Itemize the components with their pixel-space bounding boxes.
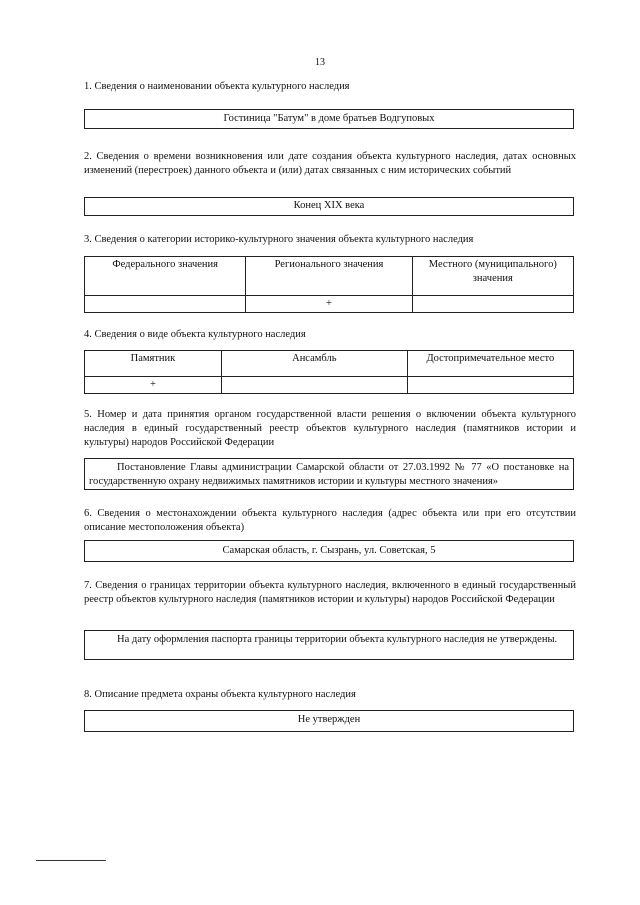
section-2 <box>84 150 576 178</box>
address-field: Самарская область, г. Сызрань, ул. Советская, 5 <box>84 540 574 562</box>
value-regional: + <box>246 296 412 313</box>
section-8 <box>84 688 576 702</box>
registry-decision-field <box>84 458 574 490</box>
section-6-heading: 6. Сведения о местонахождении объекта культурного наследия (адрес объекта или при его отсутствии описание местоположения объекта) <box>84 508 576 534</box>
section-7 <box>84 579 576 607</box>
value-federal <box>85 296 246 313</box>
section-1 <box>84 80 576 94</box>
value-landmark <box>407 377 573 394</box>
section-7-heading: 7. Сведения о границах территории объекта культурного наследия, включенного в единый государственный реестр объектов культурного наследия (памятников истории и культуры) народов Российской Федерации <box>84 580 576 606</box>
footer-divider <box>36 860 106 861</box>
header-ensemble: Ансамбль <box>221 351 407 377</box>
protection-subject-field: Не утвержден <box>84 710 574 732</box>
header-local: Местного (муниципального) значения <box>412 257 573 296</box>
value-local <box>412 296 573 313</box>
section-6 <box>84 507 576 535</box>
value-ensemble <box>221 377 407 394</box>
section-5 <box>84 408 576 451</box>
value-monument: + <box>85 377 222 394</box>
section-1-heading: 1. Сведения о наименовании объекта культурного наследия <box>84 81 350 92</box>
header-landmark: Достопримечательное место <box>407 351 573 377</box>
boundaries-text: На дату оформления паспорта границы территории объекта культурного наследия не утверждены. <box>117 634 558 645</box>
registry-decision-text: Постановление Главы администрации Самарской области от 27.03.1992 № 77 «О постановке на государственную охрану недвижимых памятников истории и культуры местного значения» <box>89 462 569 488</box>
object-type-table <box>84 350 574 394</box>
object-name-field: Гостиница "Батум" в доме братьев Водгуповых <box>84 109 574 129</box>
header-federal: Федерального значения <box>85 257 246 296</box>
section-8-heading: 8. Описание предмета охраны объекта культурного наследия <box>84 689 356 700</box>
creation-date-field: Конец XIX века <box>84 197 574 216</box>
section-4 <box>84 328 576 342</box>
section-2-heading: 2. Сведения о времени возникновения или дате создания объекта культурного наследия, датах основных изменений (перестроек) данного объекта и (или) датах связанных с ним исторических событий <box>84 151 576 177</box>
significance-table <box>84 256 574 313</box>
section-3-heading: 3. Сведения о категории историко-культурного значения объекта культурного наследия <box>84 234 474 245</box>
header-regional: Регионального значения <box>246 257 412 296</box>
page-number: 13 <box>315 57 325 68</box>
section-4-heading: 4. Сведения о виде объекта культурного наследия <box>84 329 306 340</box>
boundaries-field <box>84 630 574 660</box>
header-monument: Памятник <box>85 351 222 377</box>
section-3 <box>84 233 576 247</box>
section-5-heading: 5. Номер и дата принятия органом государственной власти решения о включении объекта культурного наследия в единый государственный реестр объектов культурного наследия (памятников истории и культуры) народов Российской Федерации <box>84 409 576 449</box>
